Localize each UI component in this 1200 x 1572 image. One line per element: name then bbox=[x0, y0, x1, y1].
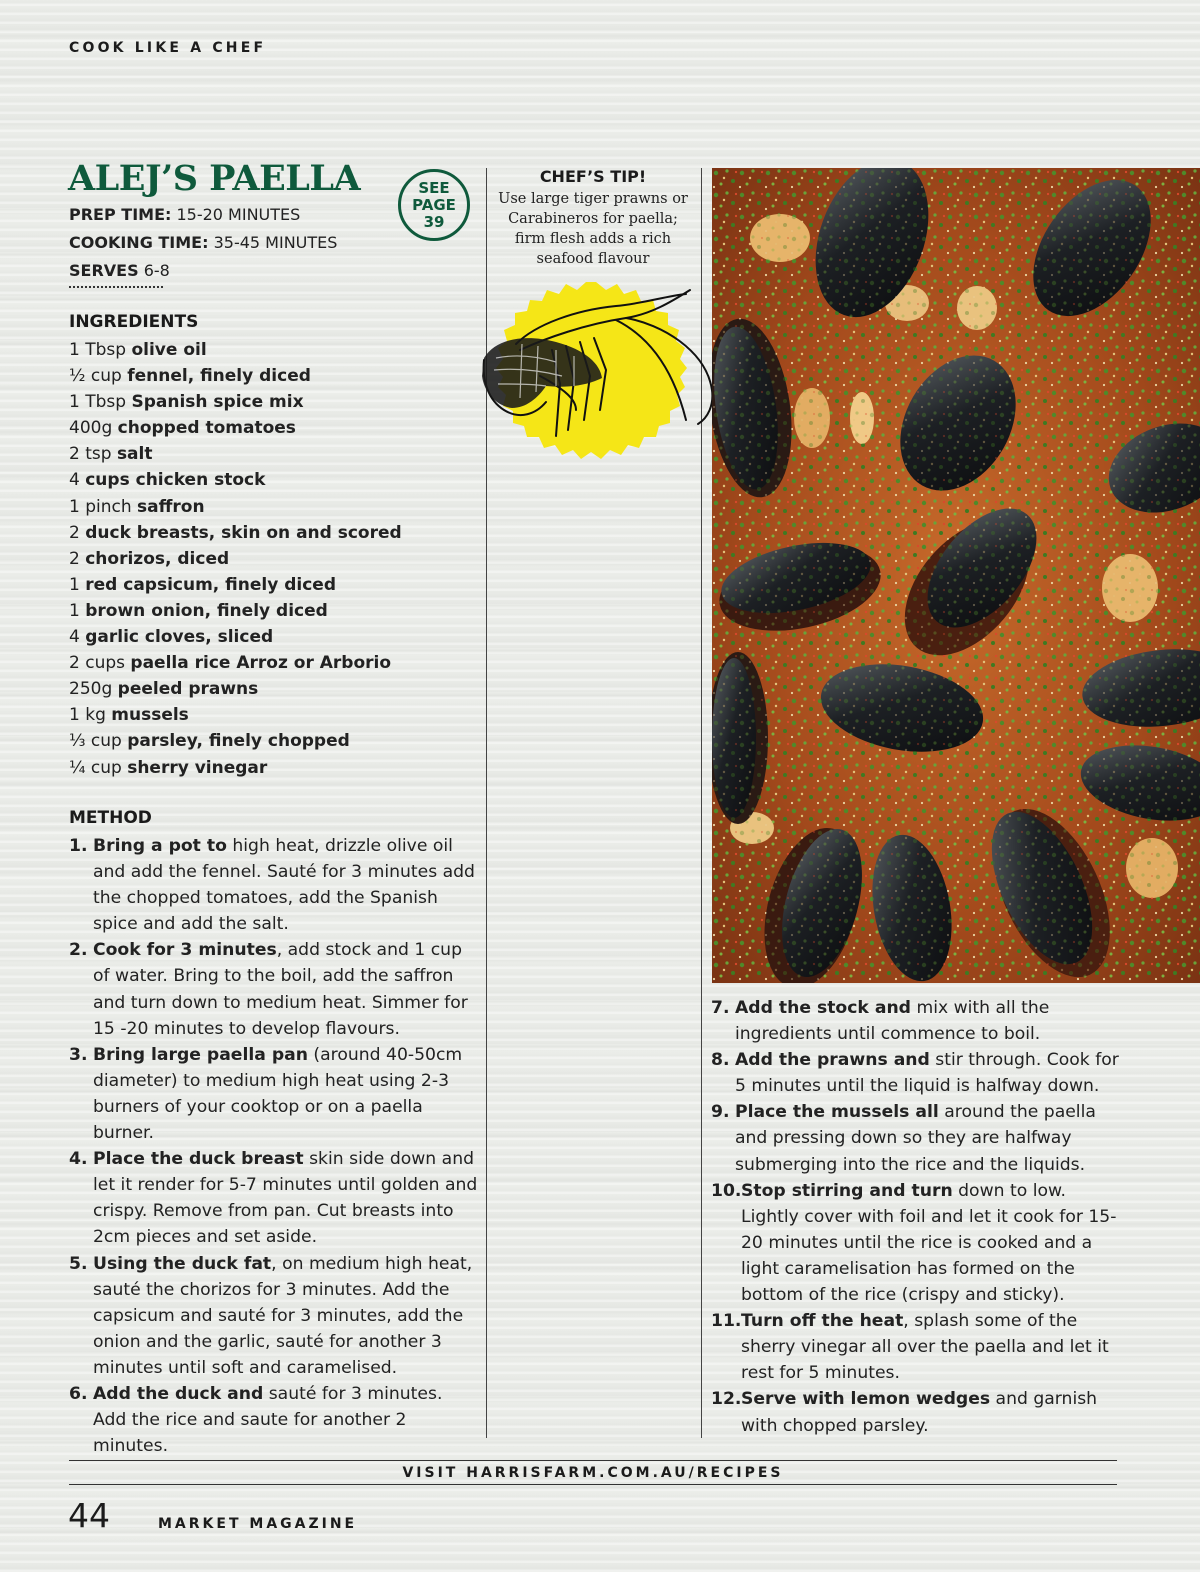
ingredient-item: 2 tsp salt bbox=[69, 444, 153, 465]
see-page-line1: SEE bbox=[418, 178, 450, 197]
ingredient-item: 1 brown onion, finely diced bbox=[69, 600, 328, 621]
cooking-time bbox=[69, 233, 337, 253]
method-step: 4. Place the duck breast skin side down and let it render for 5-7 minutes until golden and crispy. Remove from pan. Cut breasts into 2cm pieces and set aside. bbox=[69, 1149, 478, 1248]
ingredient-item: 1 red capsicum, finely diced bbox=[69, 574, 337, 595]
ingredient-item: 2 duck breasts, skin on and scored bbox=[69, 522, 402, 543]
ingredient-item: ⅓ cup parsley, finely chopped bbox=[69, 731, 350, 752]
ingredient-item: 2 chorizos, diced bbox=[69, 548, 230, 569]
method-step: 7. Add the stock and mix with all the ingredients until commence to boil. bbox=[711, 998, 1050, 1045]
ingredient-item: 1 Tbsp Spanish spice mix bbox=[69, 392, 304, 413]
ingredient-item: 2 cups paella rice Arroz or Arborio bbox=[69, 653, 392, 674]
method-step: 12. Serve with lemon wedges and garnish with chopped parsley. bbox=[711, 1389, 1098, 1436]
method-steps-left bbox=[69, 833, 481, 1459]
cooking-time-label: COOKING TIME: bbox=[69, 233, 209, 252]
see-page-line3: 39 bbox=[423, 212, 445, 231]
ingredient-item: 4 garlic cloves, sliced bbox=[69, 627, 274, 648]
prep-time-value: 15-20 MINUTES bbox=[171, 205, 301, 224]
section-kicker: COOK LIKE A CHEF bbox=[69, 40, 267, 56]
paella-photo bbox=[712, 168, 1200, 983]
ingredient-item: 4 cups chicken stock bbox=[69, 470, 266, 491]
method-step: 11. Turn off the heat, splash some of the sherry vinegar all over the paella and let it rest for 5 minutes. bbox=[711, 1311, 1109, 1384]
footer-rule-top bbox=[69, 1460, 1117, 1461]
method-step: 3. Bring large paella pan (around 40-50cm diameter) to medium high heat using 2-3 burners of your cooktop or on a paella burner. bbox=[69, 1044, 463, 1144]
page-number: 44 bbox=[68, 1496, 110, 1535]
ingredient-item: 1 pinch saffron bbox=[69, 496, 205, 517]
ingredient-item: ¼ cup sherry vinegar bbox=[69, 757, 268, 778]
magazine-name: MARKET MAGAZINE bbox=[158, 1516, 358, 1532]
prawn-illustration-icon bbox=[476, 280, 716, 476]
method-step: 9. Place the mussels all around the paella and pressing down so they are halfway submerging into the rice and the liquids. bbox=[711, 1102, 1096, 1175]
cooking-time-value: 35-45 MINUTES bbox=[208, 233, 338, 252]
footer-rule-bottom bbox=[69, 1484, 1117, 1485]
method-step: 5. Using the duck fat, on medium high heat, sauté the chorizos for 3 minutes. Add the capsicum and sauté for 3 minutes, add the onion and the garlic, sauté for another 3 minutes until soft and caramelised. bbox=[69, 1253, 473, 1378]
prep-time-label: PREP TIME: bbox=[69, 205, 172, 224]
method-step: 1. Bring a pot to high heat, drizzle olive oil and add the fennel. Sauté for 3 minutes add the chopped tomatoes, add the Spanish spice and add the salt. bbox=[69, 836, 475, 935]
ingredient-item: 400g chopped tomatoes bbox=[69, 418, 296, 439]
method-step: 10. Stop stirring and turn down to low. Lightly cover with foil and let it cook for 15-20 minutes until the rice is cooked and a light caramelisation has formed on the bottom of the rice (crispy and sticky). bbox=[711, 1180, 1117, 1306]
method-heading: METHOD bbox=[69, 808, 152, 828]
footer-url: VISIT HARRISFARM.COM.AU/RECIPES bbox=[402, 1465, 784, 1481]
serves bbox=[69, 261, 170, 281]
ingredient-item: 1 kg mussels bbox=[69, 705, 189, 726]
serves-value: 6-8 bbox=[138, 261, 170, 280]
method-step: 6. Add the duck and sauté for 3 minutes. Add the rice and saute for another 2 minutes. bbox=[69, 1383, 443, 1457]
serves-label: SERVES bbox=[69, 261, 139, 280]
ingredient-item: 250g peeled prawns bbox=[69, 679, 259, 700]
chefs-tip-heading: CHEF’S TIP! bbox=[539, 167, 647, 186]
chefs-tip-text: Use large tiger prawns or Carabineros for paella; firm flesh adds a rich seafood flavour bbox=[498, 191, 688, 267]
ingredients-heading: INGREDIENTS bbox=[69, 312, 199, 332]
dotted-divider bbox=[69, 286, 163, 288]
see-page-badge bbox=[398, 169, 470, 241]
method-step: 2. Cook for 3 minutes, add stock and 1 cup of water. Bring to the boil, add the saffron and turn down to medium heat. Simmer for 15 -20 minutes to develop flavours. bbox=[69, 940, 468, 1039]
ingredient-item: 1 Tbsp olive oil bbox=[69, 340, 207, 360]
method-steps-right bbox=[711, 995, 1121, 1439]
prep-time bbox=[69, 205, 300, 225]
method-step: 8. Add the prawns and stir through. Cook for 5 minutes until the liquid is halfway down. bbox=[711, 1050, 1119, 1097]
ingredient-item: ½ cup fennel, finely diced bbox=[69, 366, 311, 387]
recipe-title: ALEJ’S PAELLA bbox=[68, 158, 361, 199]
ingredients-list bbox=[69, 337, 469, 781]
see-page-line2: PAGE bbox=[412, 195, 456, 214]
